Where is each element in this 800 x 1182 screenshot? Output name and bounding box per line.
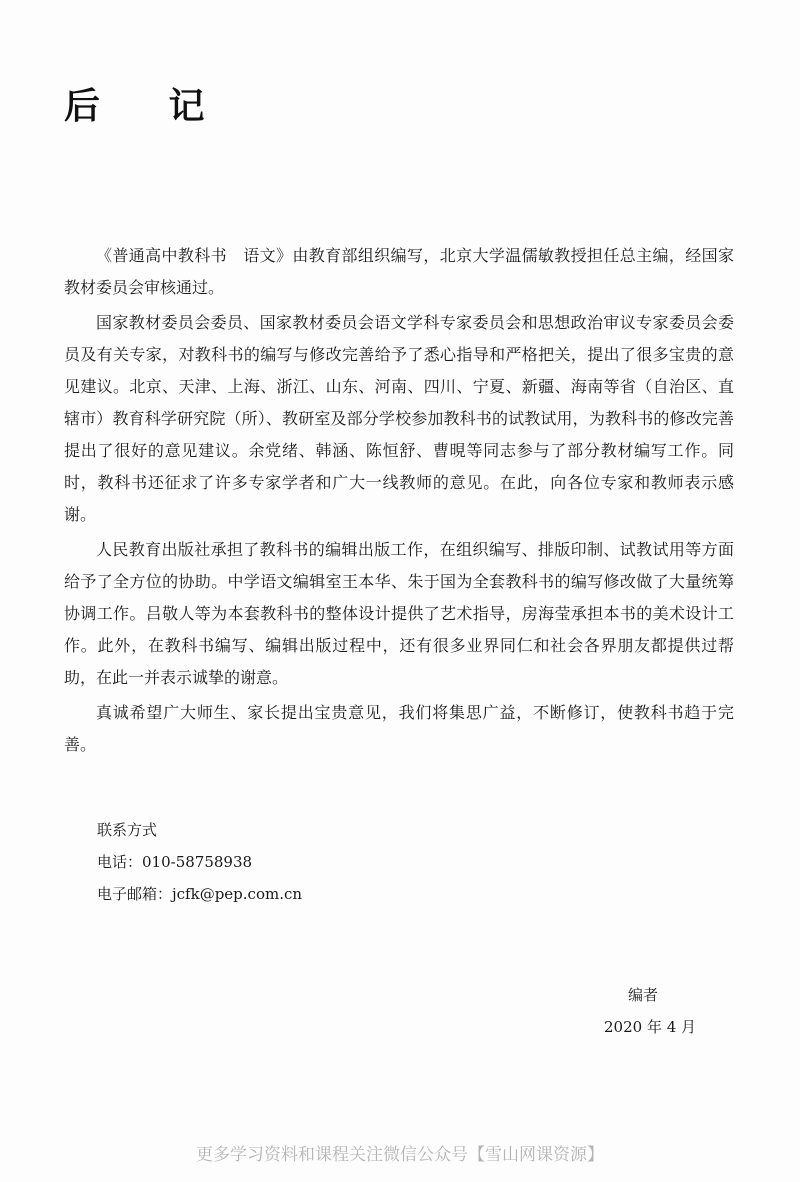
contact-heading: 联系方式 [97, 821, 158, 839]
paragraph: 国家教材委员会委员、国家教材委员会语文学科专家委员会和思想政治审议专家委员会委员及有关专家，对教科书的编写与修改完善给予了悉心指导和严格把关，提出了很多宝贵的意见建议。北京、天津、上海、浙江、山东、河南、四川、宁夏、新疆、海南等省（自治区、直辖市）教育科学研究院（所）、教研室及部分学校参加教科书的试教试用，为教科书的修改完善提出了很好的意见建议。余党绪、韩涵、陈恒舒、曹晛等同志参与了部分教材编写工作。同时，教科书还征求了许多专家学者和广大一线教师的意见。在此，向各位专家和教师表示感谢。 [64, 313, 734, 524]
contact-email: 电子邮箱：jcfk@pep.com.cn [97, 885, 303, 903]
contact-block [97, 814, 302, 910]
paragraph: 真诚希望广大师生、家长提出宝贵意见，我们将集思广益，不断修订，使教科书趋于完善。 [64, 703, 734, 754]
watermark-footer-note: 更多学习资料和课程关注微信公众号【雪山网课资源】 [196, 1145, 604, 1165]
page-title: 后 记 [64, 86, 233, 127]
document-body [64, 240, 734, 764]
signature-editor: 编者 [628, 986, 659, 1004]
contact-phone: 电话：010-58758938 [97, 853, 253, 871]
signature-date: 2020 年 4 月 [604, 1018, 697, 1036]
paragraph: 《普通高中教科书 语文》由教育部组织编写，北京大学温儒敏教授担任总主编，经国家教材委员会审核通过。 [64, 246, 734, 297]
paragraph: 人民教育出版社承担了教科书的编辑出版工作，在组织编写、排版印制、试教试用等方面给予了全方位的协助。中学语文编辑室王本华、朱于国为全套教科书的编写修改做了大量统筹协调工作。吕敬人等为本套教科书的整体设计提供了艺术指导，房海莹承担本书的美术设计工作。此外，在教科书编写、编辑出版过程中，还有很多业界同仁和社会各界朋友都提供过帮助，在此一并表示诚挚的谢意。 [64, 540, 734, 687]
